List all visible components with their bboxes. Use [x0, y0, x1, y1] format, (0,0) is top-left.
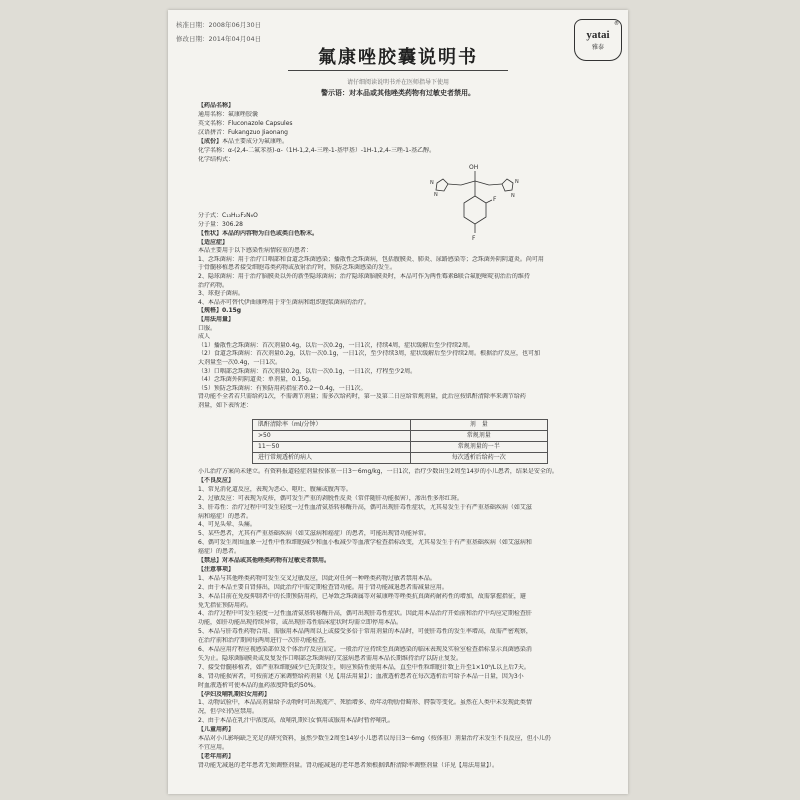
- text-line: 癌症）的患者。: [198, 548, 241, 556]
- text-line: 2、由于本品主要自肾排出，因此治疗中需定期检查肾功能。用于肾功能减退患者需减量应用。: [198, 583, 448, 591]
- text-line: 成人: [198, 333, 211, 341]
- text-line: 免无指征预防用药。: [198, 601, 253, 609]
- text-line: 1、本品与其他唑类药物可发生交叉过敏反应，因此对任何一种唑类药物过敏者禁用本品。: [198, 574, 436, 582]
- text-line: 本品对小儿影响缺乏充足的研究资料，虽然少数生2周至14岁小儿患者以每日3～6mg（按体重）剂量治疗未发生不良反应，但小儿仍: [198, 735, 551, 742]
- logo-brand: yatai: [586, 29, 610, 41]
- text-line: 4、可见头晕、头痛。: [198, 521, 256, 529]
- nitrogen-label: N: [515, 179, 519, 185]
- text-line: 3、本品目前在免疫抑制者中的长期预防用药，已导致念珠菌属等对氟康唑等唑类抗真菌药耐药性的增加，故需掌握指征，避: [198, 592, 526, 600]
- molecular-weight: 分子量：306.28: [198, 221, 243, 228]
- text-line: 5、本品与肝毒性药物合用、需服用本品两周以上或接受多倍于常用剂量的本品时，可使肝毒性的发生率增高，故需严密观察，: [198, 628, 532, 636]
- molecular-formula: 分子式：C₁₃H₁₂F₂N₆O: [198, 212, 258, 219]
- table-row: [253, 442, 548, 453]
- usage-notice: 请仔细阅读说明书并在医师指导下使用: [346, 79, 449, 86]
- text-line: 1、常见消化道反应，表现为恶心、呕吐、腹痛或腹泻等。: [198, 485, 352, 493]
- text-line: 【孕妇及哺乳期妇女用药】: [198, 690, 271, 698]
- text-line: （3）口咽部念珠菌病：首次剂量0.2g，以后一次0.1g，一日1次，疗程至少2周。: [198, 367, 417, 375]
- text-line: 5、某些患者，尤其有严重基础疾病（如艾滋病和癌症）的患者，可能出现肾功能异常。: [198, 530, 430, 538]
- pinyin-name: 汉语拼音：Fukangzuo Jiaonang: [198, 129, 288, 136]
- text-line: 【儿童用药】: [198, 726, 235, 734]
- text-line: 【用法用量】: [198, 316, 235, 323]
- text-line: （2）食道念珠菌病：首次剂量0.2g，以后一次0.1g，一日1次，至少持续3周，症状缓解后至少持续2周。根据治疗反应，也可加: [198, 350, 540, 358]
- text-line: 病和癌症）的患者。: [198, 512, 253, 520]
- composition-text: 本品主要成分为氟康唑。: [222, 138, 289, 145]
- text-line: 6、偶可发生周围血象一过性中性粒细胞减少和血小板减少等血液学检查指标改变，尤其易发生于有严重基础疾病（如艾滋病和: [198, 539, 532, 547]
- text-line: 1、动物试验中，本品高剂量给予动物时可出现流产、死胎增多、幼年动物肋骨畸形、腭裂等变化。虽然在人类中未发现此类情: [198, 699, 532, 707]
- nitrogen-label: N: [434, 192, 438, 198]
- text-line: 肾功能无减退的老年患者无须调整剂量。肾功能减退的老年患者须根据肌酐清除率调整剂量（详见【用法用量】）。: [198, 761, 499, 769]
- text-line: 7、接受骨髓移植者，如严重粒细胞减少已先期发生，则应预防性使用本品，直至中性粒细胞计数上升至1×10⁹/L以上后7天。: [198, 663, 530, 671]
- text-line: 2、隐球菌病：用于治疗脑膜炎以外的新型隐球菌病；治疗隐球菌脑膜炎时，本品可作为两性霉素B联合氟胞嘧啶初治后的维持: [198, 273, 530, 280]
- nitrogen-label: N: [430, 180, 434, 186]
- generic-name: 通用名称：氟康唑胶囊: [198, 111, 259, 118]
- text-line: 2、由于本品在乳汁中浓度高，故哺乳期妇女慎用或服用本品时暂停哺乳。: [198, 717, 394, 725]
- table-header-cell: 肌酐清除率（ml/分钟）: [253, 420, 411, 431]
- hydroxyl-label: OH: [469, 164, 479, 171]
- text-line: 口服。: [198, 324, 217, 332]
- left-triazole-ring: [436, 179, 448, 191]
- fluorine-label: F: [472, 235, 476, 242]
- drug-name-heading: 【药品名称】: [198, 102, 235, 109]
- text-line: 2、过敏反应：可表现为皮疹，偶可发生严重的剥脱性皮炎（常伴随肝功能损害），渗出性多形红斑。: [198, 494, 463, 502]
- package-insert-sheet: [168, 10, 628, 794]
- text-line: 大剂量至一次0.4g，一日1次。: [198, 359, 282, 366]
- logo-sub: 雅泰: [591, 44, 604, 51]
- table-cell: 常规剂量的一半: [410, 442, 547, 453]
- text-line: 【禁忌】对本品或其他唑类药物有过敏史者禁用。: [198, 557, 331, 564]
- text-line: 3、肝毒性：治疗过程中可发生轻度一过性血清氨基转移酶升高，偶可出现肝毒性症状，尤其易发生于有严重基础疾病（如艾滋: [198, 503, 532, 511]
- difluorophenyl-ring: [464, 196, 486, 224]
- table-cell: 每次透析后给药一次: [410, 453, 547, 464]
- text-line: 肾功能不全者若只需给药1次，不需调节剂量；需多次给药时，第一及第二日应给常规剂量，此后应按肌酐清除率来调节给药: [198, 393, 526, 401]
- text-line: 在治疗前和治疗期间每两周进行一次肝功能检查。: [198, 637, 331, 645]
- table-cell: 11～50: [253, 442, 411, 453]
- text-line: 小儿治疗方案尚未建立。有资料报道轻症剂量按体重一日3～6mg/kg，一日1次，治疗少数出生2周至14岁的小儿患者，结果是安全的。: [198, 468, 558, 475]
- text-line: 8、肾功能损害者，可按前述方案调整给药剂量（见【用法用量】）；血液透析患者在每次透析后可给予本品一日量，因为3小: [198, 672, 524, 680]
- text-line: 失为止。隐球菌脑膜炎或反复发作口咽部念珠菌病的艾滋病患者需用本品长期维持治疗以防止复发。: [198, 654, 463, 662]
- text-line: 【规格】0.15g: [198, 307, 242, 315]
- composition-heading: 【成份】: [198, 138, 223, 145]
- table-header-cell: 剂 量: [410, 420, 547, 431]
- text-line: 剂量，如下表所述：: [198, 402, 253, 409]
- table-cell: 进行常规透析的病人: [253, 453, 411, 464]
- text-line: 【注意事项】: [198, 565, 235, 573]
- text-line: 6、本品应用疗程应视感染部位及个体治疗反应而定。一般治疗应持续至真菌感染的临床表现及实验室检查指标显示真菌感染消: [198, 646, 532, 653]
- text-line: 于骨髓移植患者接受细胞毒类药物或放射治疗时，预防念珠菌感染的发生。: [198, 264, 397, 272]
- text-line: （1）播散性念珠菌病：首次剂量0.4g，以后一次0.2g，一日1次，持续4周，症状缓解后至少持续2周。: [198, 341, 474, 349]
- text-line: 【性状】本品的内容物为白色或类白色粉末。: [198, 230, 319, 237]
- text-line: 况，但孕妇仍应禁用。: [198, 708, 259, 716]
- approval-date: 核准日期：2008年06月30日: [176, 21, 262, 29]
- warning-statement: 警示语：对本品或其他唑类药物有过敏史者禁用。: [321, 89, 475, 97]
- text-line: （5）预防念珠菌病：有预防用药指征者0.2～0.4g，一日1次。: [198, 384, 367, 392]
- structure-label: 化学结构式：: [198, 156, 235, 163]
- nitrogen-label: N: [511, 193, 515, 199]
- text-line: 4、本品亦可替代伊曲康唑用于芽生菌病和组织胞浆菌病的治疗。: [198, 298, 370, 306]
- text-line: 【适应症】: [198, 238, 229, 246]
- dose-adjustment-table: [252, 419, 548, 464]
- text-line: 不宜应用。: [198, 743, 229, 751]
- text-line: 功能，如肝功能出现持续异常，或出现肝毒性临床症状时均需立即停用本品。: [198, 619, 403, 627]
- document-title: 氟康唑胶囊说明书: [318, 47, 478, 68]
- text-line: 本品主要用于以下感染性病情较重的患者：: [198, 247, 313, 255]
- table-header-row: [253, 420, 548, 431]
- text-line: 时血液透析可使本品的血药浓度降低约50%。: [198, 681, 320, 689]
- text-line: 4、治疗过程中可发生轻度一过性血清氨基转移酶升高，偶可出现肝毒性症状。因此用本品治疗开始前和治疗中均应定期检查肝: [198, 610, 532, 618]
- right-triazole-ring: [502, 179, 513, 191]
- registered-mark: ®: [614, 21, 619, 27]
- title-underline: [288, 70, 508, 71]
- text-line: 【不良反应】: [198, 476, 235, 484]
- table-cell: 常规剂量: [410, 431, 547, 442]
- text-line: （4）念珠菌外阴阴道炎：单剂量，0.15g。: [198, 376, 315, 384]
- table-row: [253, 431, 548, 442]
- chemical-name: 化学名称：α-(2,4-二氟苯基)-α-（1H-1,2,4-三唑-1-基甲基）-1H-1,2,4-三唑-1-基乙醇。: [198, 147, 436, 154]
- text-line: 1、念珠菌病：用于治疗口咽部和食道念珠菌感染；播散性念珠菌病，包括腹膜炎、肺炎、尿路感染等；念珠菌外阴阴道炎。尚可用: [198, 255, 544, 263]
- fluorine-label: F: [493, 196, 497, 203]
- table-row: [253, 453, 548, 464]
- composition: [198, 138, 608, 145]
- revision-date: 修改日期：2014年04月04日: [176, 35, 262, 43]
- text-line: 3、球孢子菌病。: [198, 290, 244, 298]
- text-line: 【老年用药】: [198, 752, 235, 760]
- english-name: 英文名称：Fluconazole Capsules: [198, 120, 293, 127]
- text-line: 治疗药物。: [198, 281, 229, 289]
- table-cell: >50: [253, 431, 411, 442]
